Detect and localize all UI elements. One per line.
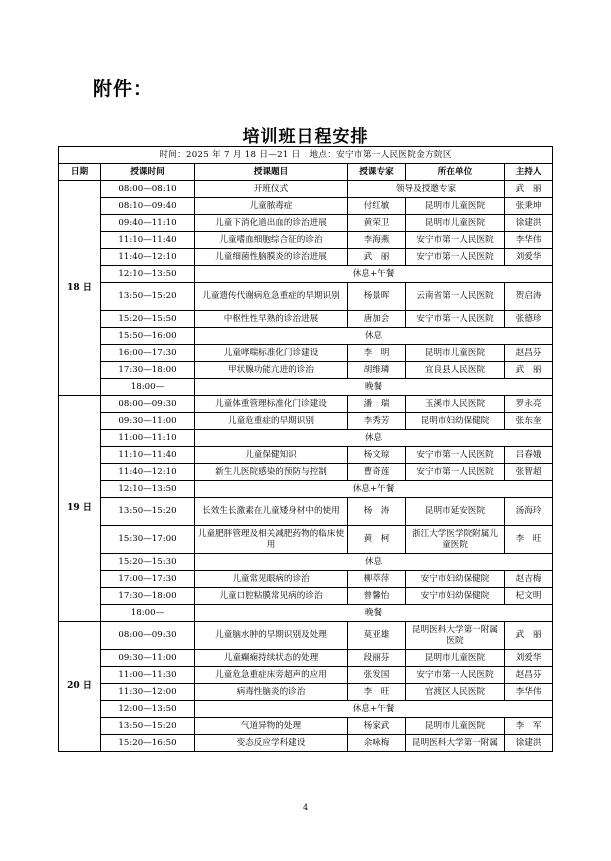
- session-speaker: 张发国: [348, 667, 406, 684]
- session-host: 武 丽: [505, 362, 553, 379]
- schedule-row: [59, 667, 553, 684]
- session-topic: 儿童哮喘标准化门诊建设: [195, 345, 348, 362]
- session-host: 李华伟: [505, 232, 553, 249]
- schedule-table: [58, 146, 553, 752]
- break-cell: 晚餐: [195, 605, 553, 622]
- session-host: 刘爱华: [505, 249, 553, 266]
- session-time: 15:20—15:50: [101, 311, 195, 328]
- session-topic: 变态反应学科建设: [195, 735, 348, 752]
- session-host: 杞文明: [505, 588, 553, 605]
- session-time: 11:40—12:10: [101, 249, 195, 266]
- session-speaker: 杨 涛: [348, 498, 406, 526]
- schedule-row: [59, 447, 553, 464]
- session-time: 11:30—12:00: [101, 684, 195, 701]
- break-cell: 休息: [195, 430, 553, 447]
- session-speaker: 曹奇莲: [348, 464, 406, 481]
- session-topic: 儿童癫痫持续状态的处理: [195, 650, 348, 667]
- session-topic: 儿童保健知识: [195, 447, 348, 464]
- schedule-row: [59, 215, 553, 232]
- session-unit: 安宁市第一人民医院: [406, 464, 505, 481]
- session-host: 李 军: [505, 718, 553, 735]
- session-unit: 安宁市第一人民医院: [406, 249, 505, 266]
- page-number: 4: [302, 803, 309, 812]
- session-time: 09:40—11:10: [101, 215, 195, 232]
- session-topic: 儿童脓毒症: [195, 198, 348, 215]
- session-time: 09:30—11:00: [101, 650, 195, 667]
- break-cell: 晚餐: [195, 379, 553, 396]
- session-time: 16:00—17:30: [101, 345, 195, 362]
- session-host: 罗永亮: [505, 396, 553, 413]
- day-label: 18 日: [59, 181, 101, 396]
- session-unit: 昆明市妇幼保健院: [406, 413, 505, 430]
- schedule-row: [59, 554, 553, 571]
- schedule-row: [59, 266, 553, 283]
- header-topic: 授课题目: [195, 164, 348, 181]
- session-topic: 开班仪式: [195, 181, 348, 198]
- session-time: 17:00—17:30: [101, 571, 195, 588]
- session-time: 15:20—15:30: [101, 554, 195, 571]
- schedule-row: [59, 571, 553, 588]
- schedule-row: [59, 413, 553, 430]
- session-unit: 昆明市儿童医院: [406, 198, 505, 215]
- schedule-row: [59, 650, 553, 667]
- session-time: 15:30—17:00: [101, 526, 195, 554]
- session-time: 13:50—15:20: [101, 283, 195, 311]
- schedule-row: [59, 181, 553, 198]
- header-host: 主持人: [505, 164, 553, 181]
- session-host: 张智超: [505, 464, 553, 481]
- session-unit: 浙江大学医学院附属儿童医院: [406, 526, 505, 554]
- schedule-row: [59, 464, 553, 481]
- session-topic: 气道异物的处理: [195, 718, 348, 735]
- break-cell: 休息+午餐: [195, 266, 553, 283]
- session-topic: 儿童口腔粘膜常见病的诊治: [195, 588, 348, 605]
- session-speaker: 付红敏: [348, 198, 406, 215]
- schedule-row: [59, 718, 553, 735]
- session-time: 12:10—13:50: [101, 266, 195, 283]
- session-host: 武 丽: [505, 181, 553, 198]
- session-unit: 昆明市延安医院: [406, 498, 505, 526]
- schedule-row: [59, 588, 553, 605]
- session-speaker: 黄 柯: [348, 526, 406, 554]
- session-unit: 安宁市第一人民医院: [406, 232, 505, 249]
- schedule-row: [59, 430, 553, 447]
- session-unit: 昆明市儿童医院: [406, 718, 505, 735]
- session-topic: 新生儿医院感染的预防与控制: [195, 464, 348, 481]
- session-time: 11:10—11:40: [101, 447, 195, 464]
- session-topic: 儿童下消化道出血的诊治进展: [195, 215, 348, 232]
- break-cell: 休息: [195, 554, 553, 571]
- schedule-row: [59, 396, 553, 413]
- session-speaker: 杨家武: [348, 718, 406, 735]
- session-time: 13:50—15:20: [101, 498, 195, 526]
- session-speaker: 李 旺: [348, 684, 406, 701]
- session-host: 贺启涛: [505, 283, 553, 311]
- session-host: 徐建洪: [505, 735, 553, 752]
- session-topic: 甲状腺功能亢进的诊治: [195, 362, 348, 379]
- session-speaker: 余咏梅: [348, 735, 406, 752]
- session-time: 11:10—11:40: [101, 232, 195, 249]
- session-time: 08:00—08:10: [101, 181, 195, 198]
- session-host: 吕春娥: [505, 447, 553, 464]
- schedule-row: [59, 526, 553, 554]
- session-speaker: 杨景晖: [348, 283, 406, 311]
- session-unit: 昆明市儿童医院: [406, 650, 505, 667]
- session-speaker: 李 明: [348, 345, 406, 362]
- page-title: 培训班日程安排: [242, 127, 369, 147]
- session-unit: 云南省第一人民医院: [406, 283, 505, 311]
- session-unit: 安宁市妇幼保健院: [406, 571, 505, 588]
- session-host: 张德珍: [505, 311, 553, 328]
- session-unit: 玉溪市人民医院: [406, 396, 505, 413]
- schedule-row: [59, 232, 553, 249]
- break-cell: 休息: [195, 328, 553, 345]
- session-time: 15:20—16:50: [101, 735, 195, 752]
- schedule-row: [59, 684, 553, 701]
- schedule-row: [59, 345, 553, 362]
- session-topic: 儿童细菌性脑膜炎的诊治进展: [195, 249, 348, 266]
- session-speaker: 柳萃萍: [348, 571, 406, 588]
- schedule-row: [59, 498, 553, 526]
- session-time: 09:30—11:00: [101, 413, 195, 430]
- session-topic: 长效生长激素在儿童矮身材中的使用: [195, 498, 348, 526]
- session-speaker: 莫亚雄: [348, 622, 406, 650]
- session-topic: 儿童脑水肿的早期识别及处理: [195, 622, 348, 650]
- session-time: 13:50—15:20: [101, 718, 195, 735]
- meta-row: [59, 147, 553, 164]
- session-speaker: 李秀芳: [348, 413, 406, 430]
- session-time: 08:10—09:40: [101, 198, 195, 215]
- session-speaker: 曾馨怡: [348, 588, 406, 605]
- schedule-row: [59, 379, 553, 396]
- session-time: 15:50—16:00: [101, 328, 195, 345]
- session-host: 张秉坤: [505, 198, 553, 215]
- session-topic: 儿童嗜血细胞综合征的诊治: [195, 232, 348, 249]
- session-time: 17:30—18:00: [101, 588, 195, 605]
- session-speaker: 李海燕: [348, 232, 406, 249]
- session-time: 12:10—13:50: [101, 481, 195, 498]
- session-time: 08:00—09:30: [101, 622, 195, 650]
- schedule-row: [59, 622, 553, 650]
- session-host: 徐建洪: [505, 215, 553, 232]
- session-time: 17:30—18:00: [101, 362, 195, 379]
- attachment-label: 附件：: [93, 78, 154, 100]
- schedule-row: [59, 311, 553, 328]
- session-host: 赵吉梅: [505, 571, 553, 588]
- session-unit: 宜良县人民医院: [406, 362, 505, 379]
- session-unit: 昆明医科大学第一附属: [406, 735, 505, 752]
- day-label: 19 日: [59, 396, 101, 622]
- session-host: 李华伟: [505, 684, 553, 701]
- session-host: 赵昌芬: [505, 345, 553, 362]
- session-time: 18:00—: [101, 605, 195, 622]
- session-speaker: 唐加会: [348, 311, 406, 328]
- session-host: 汤海玲: [505, 498, 553, 526]
- session-time: 11:00—11:30: [101, 667, 195, 684]
- header-unit: 所在单位: [406, 164, 505, 181]
- header-date: 日期: [59, 164, 101, 181]
- schedule-row: [59, 701, 553, 718]
- schedule-row: [59, 283, 553, 311]
- break-cell: 休息+午餐: [195, 701, 553, 718]
- session-time: 18:00—: [101, 379, 195, 396]
- session-unit: 昆明医科大学第一附属医院: [406, 622, 505, 650]
- session-time: 12:00—13:50: [101, 701, 195, 718]
- session-topic: 中枢性性早熟的诊治进展: [195, 311, 348, 328]
- session-topic: 儿童肥胖管理及相关减肥药物的临床使用: [195, 526, 348, 554]
- day-label: 20 日: [59, 622, 101, 752]
- session-unit: 安宁市第一人民医院: [406, 447, 505, 464]
- header-speaker: 授课专家: [348, 164, 406, 181]
- session-topic: 儿童常见眼病的诊治: [195, 571, 348, 588]
- session-speaker: 段丽芬: [348, 650, 406, 667]
- session-time: 11:40—12:10: [101, 464, 195, 481]
- session-unit: 安宁市第一人民医院: [406, 667, 505, 684]
- header-row: [59, 164, 553, 181]
- session-speaker: 潘 瑞: [348, 396, 406, 413]
- session-host: 刘爱华: [505, 650, 553, 667]
- session-host: 赵昌芬: [505, 667, 553, 684]
- speaker-unit-merged: 领导及授邀专家: [348, 181, 505, 198]
- session-topic: 儿童危急重症床旁超声的应用: [195, 667, 348, 684]
- session-unit: 安宁市第一人民医院: [406, 311, 505, 328]
- schedule-row: [59, 249, 553, 266]
- schedule-row: [59, 481, 553, 498]
- session-time: 11:00—11:10: [101, 430, 195, 447]
- session-speaker: 杨文琼: [348, 447, 406, 464]
- session-topic: 病毒性脑炎的诊治: [195, 684, 348, 701]
- session-time: 08:00—09:30: [101, 396, 195, 413]
- session-topic: 儿童遗传代谢病危急重症的早期识别: [195, 283, 348, 311]
- schedule-row: [59, 735, 553, 752]
- schedule-row: [59, 362, 553, 379]
- session-unit: 昆明市儿童医院: [406, 215, 505, 232]
- session-unit: 官渡区人民医院: [406, 684, 505, 701]
- session-host: 李 旺: [505, 526, 553, 554]
- session-host: 武 丽: [505, 622, 553, 650]
- schedule-row: [59, 198, 553, 215]
- session-unit: 昆明市儿童医院: [406, 345, 505, 362]
- time-location-cell: 时间：2025 年 7 月 18 日—21 日 地点：安宁市第一人民医院金方院区: [59, 147, 553, 164]
- session-topic: 儿童体重管理标准化门诊建设: [195, 396, 348, 413]
- session-speaker: 武 丽: [348, 249, 406, 266]
- break-cell: 休息+午餐: [195, 481, 553, 498]
- session-topic: 儿童危重症的早期识别: [195, 413, 348, 430]
- header-time: 授课时间: [101, 164, 195, 181]
- session-unit: 安宁市妇幼保健院: [406, 588, 505, 605]
- session-speaker: 黄荣卫: [348, 215, 406, 232]
- schedule-row: [59, 605, 553, 622]
- session-speaker: 胡维璘: [348, 362, 406, 379]
- schedule-row: [59, 328, 553, 345]
- session-host: 张东奎: [505, 413, 553, 430]
